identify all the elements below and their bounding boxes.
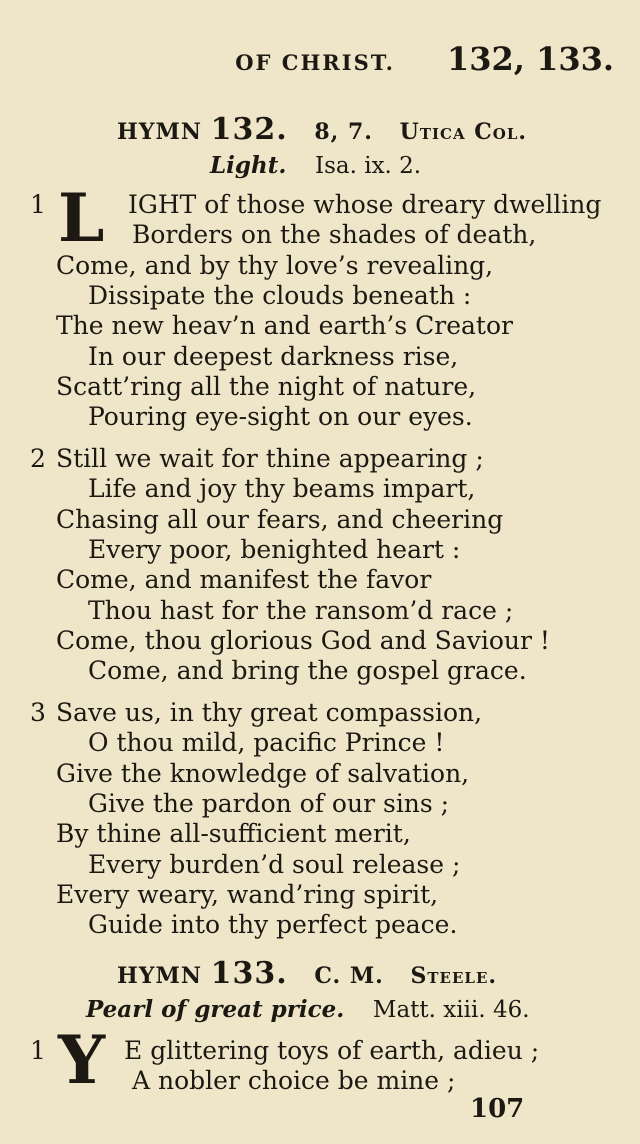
verse-line: Give the knowledge of salvation, (56, 759, 470, 788)
drop-cap: Y (58, 1021, 106, 1099)
hymn-topic: Pearl of great price. (86, 996, 345, 1023)
verse-line: Give the pardon of our sins ; (88, 789, 450, 818)
verse-line: Chasing all our fears, and cheering (56, 505, 504, 534)
running-head (235, 40, 614, 78)
verse-line: Borders on the shades of death, (132, 220, 537, 249)
verse-line: Still we wait for thine appearing ; (56, 444, 484, 473)
verse-line: Life and joy thy beams impart, (88, 474, 476, 503)
verse-line: A nobler choice be mine ; (132, 1066, 456, 1095)
verse-line: Come, thou glorious God and Saviour ! (56, 626, 550, 655)
hymn-author: Steele. (410, 963, 498, 989)
hymn-132-heading (117, 112, 527, 147)
hymn-scripture: Isa. ix. 2. (314, 153, 422, 179)
running-hymn-numbers: 132, 133. (446, 40, 614, 78)
verse-line: Come, and by thy love’s revealing, (56, 251, 494, 280)
verse-line: Pouring eye-sight on our eyes. (88, 402, 473, 431)
verse-line: The new heav’n and earth’s Creator (56, 311, 513, 340)
hymn-meter: C. M. (314, 963, 384, 989)
verse-line: Guide into thy perfect peace. (88, 910, 458, 939)
hymn-number: 132. (210, 112, 288, 147)
verse-line: By thine all-sufficient merit, (56, 819, 411, 848)
verse-line: Scatt’ring all the night of nature, (56, 372, 477, 401)
verse-line: IGHT of those whose dreary dwelling (128, 190, 602, 219)
running-title: OF CHRIST. (235, 50, 395, 75)
hymn-132-subtitle (210, 152, 421, 179)
verse-number: 3 (30, 698, 46, 727)
verse-line: In our deepest darkness rise, (88, 342, 459, 371)
verse-line: O thou mild, pacific Prince ! (88, 728, 445, 757)
verse-line: E glittering toys of earth, adieu ; (124, 1036, 540, 1065)
verse-line: Dissipate the clouds beneath : (88, 281, 472, 310)
hymn-topic: Light. (210, 152, 287, 179)
hymn-number: 133. (210, 956, 288, 991)
verse-line: Every weary, wand’ring spirit, (56, 880, 439, 909)
verse-line: Save us, in thy great compassion, (56, 698, 483, 727)
verse-number: 2 (30, 444, 46, 473)
verse-number: 1 (30, 1036, 46, 1065)
verse-line: Every poor, benighted heart : (88, 535, 461, 564)
page-number: 107 (470, 1094, 525, 1124)
hymn-tune: Utica Col. (399, 119, 528, 145)
hymn-scripture: Matt. xiii. 46. (372, 997, 530, 1023)
hymn-word: HYMN (117, 119, 202, 145)
hymn-133-heading (117, 956, 497, 991)
hymn-meter: 8, 7. (314, 119, 373, 145)
hymn-133-subtitle (86, 996, 530, 1023)
verse-line: Come, and bring the gospel grace. (88, 656, 527, 685)
verse-line: Come, and manifest the favor (56, 565, 432, 594)
verse-line: Every burden’d soul release ; (88, 850, 461, 879)
verse-line: Thou hast for the ransom’d race ; (88, 596, 514, 625)
verse-number: 1 (30, 190, 46, 219)
hymn-word: HYMN (117, 963, 202, 989)
drop-cap: L (58, 179, 105, 257)
